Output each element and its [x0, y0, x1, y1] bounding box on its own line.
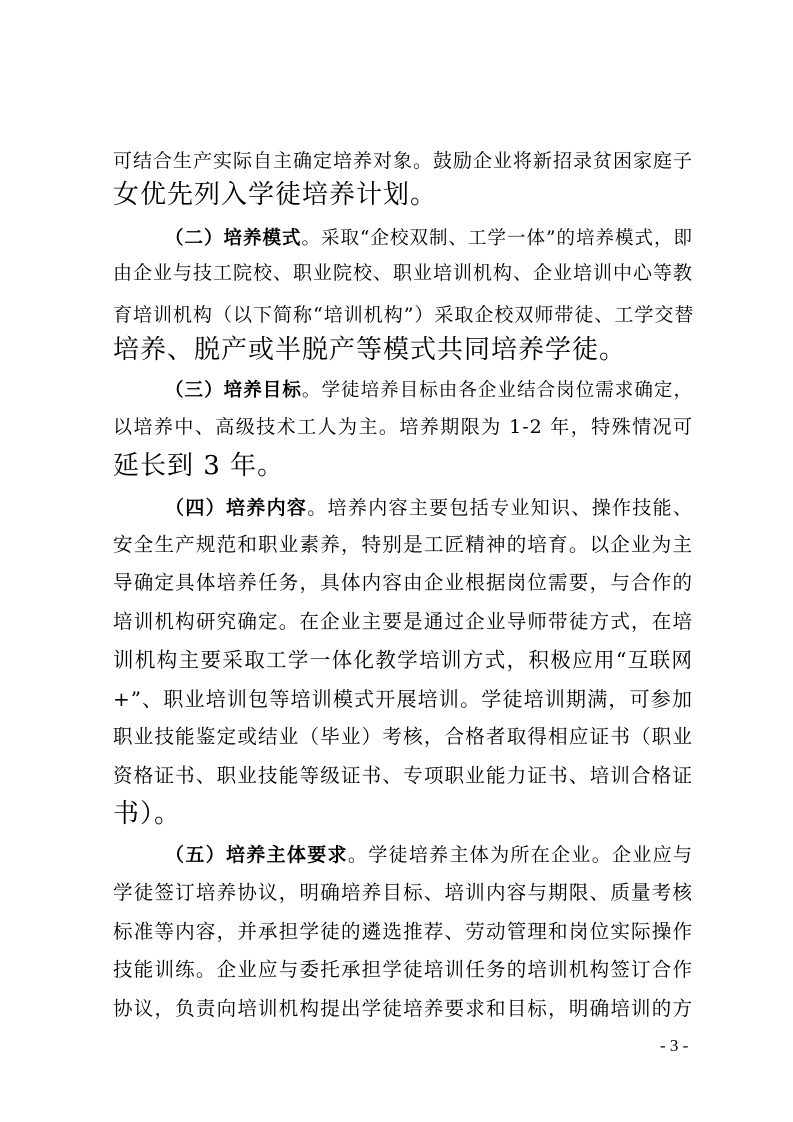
body-line: 协议，负责向培训机构提出学徒培养要求和目标，明确培训的方: [113, 997, 693, 1020]
body-line: +”、职业培训包等培训模式开展培训。学徒培训期满，可参加: [113, 687, 693, 711]
section-heading-line: （三）培养目标。学徒培养目标由各企业结合岗位需求确定，: [165, 380, 693, 401]
section-heading-line: （四）培养内容。培养内容主要包括专业知识、操作技能、: [165, 497, 693, 519]
page-number: - 3 -: [660, 1036, 689, 1055]
body-line: 培训机构研究确定。在企业主要是通过企业导师带徒方式，在培: [113, 610, 693, 633]
section-heading: （五）培养主体要求: [165, 844, 348, 866]
body-line: 技能训练。企业应与委托承担学徒培训任务的培训机构签订合作: [113, 958, 693, 981]
body-line: 育培训机构（以下简称“培训机构”）采取企校双师带徒、工学交替: [113, 304, 695, 326]
body-line: 职业技能鉴定或结业（毕业）考核，合格者取得相应证书（职业: [113, 725, 693, 748]
body-line: 培养、脱产或半脱产等模式共同培养学徒。: [113, 335, 627, 365]
body-line: 导确定具体培养任务，具体内容由企业根据岗位需要，与合作的: [113, 571, 693, 594]
section-heading-line: （二）培养模式。采取“企校双制、工学一体”的培养模式，即: [165, 228, 693, 249]
body-line: 女优先列入学徒培养计划。: [113, 180, 438, 210]
section-heading: （三）培养目标: [165, 380, 302, 401]
body-line: 标准等内容，并承担学徒的遴选推荐、劳动管理和岗位实际操作: [113, 920, 693, 943]
body-line: 学徒签订培养协议，明确培养目标、培训内容与期限、质量考核: [113, 881, 693, 904]
body-line: 资格证书、职业技能等级证书、专项职业能力证书、培训合格证: [113, 764, 693, 787]
section-heading-line: （五）培养主体要求。学徒培养主体为所在企业。企业应与: [165, 844, 693, 866]
body-line: 书）。: [113, 799, 182, 829]
body-line: 训机构主要采取工学一体化教学培训方式，积极应用“互联网: [113, 648, 693, 672]
body-line: 安全生产规范和职业素养，特别是工匠精神的培育。以企业为主: [113, 533, 693, 556]
body-line: 由企业与技工院校、职业院校、职业培训机构、企业培训中心等教: [113, 262, 694, 284]
body-line: 延长到 3 年。: [113, 451, 285, 481]
section-heading: （二）培养模式: [165, 228, 302, 249]
body-line: 以培养中、高级技术工人为主。培养期限为 1-2 年，特殊情况可: [113, 416, 693, 438]
body-line: 可结合生产实际自主确定培养对象。鼓励企业将新招录贫困家庭子: [113, 150, 694, 172]
section-heading: （四）培养内容: [165, 497, 308, 519]
